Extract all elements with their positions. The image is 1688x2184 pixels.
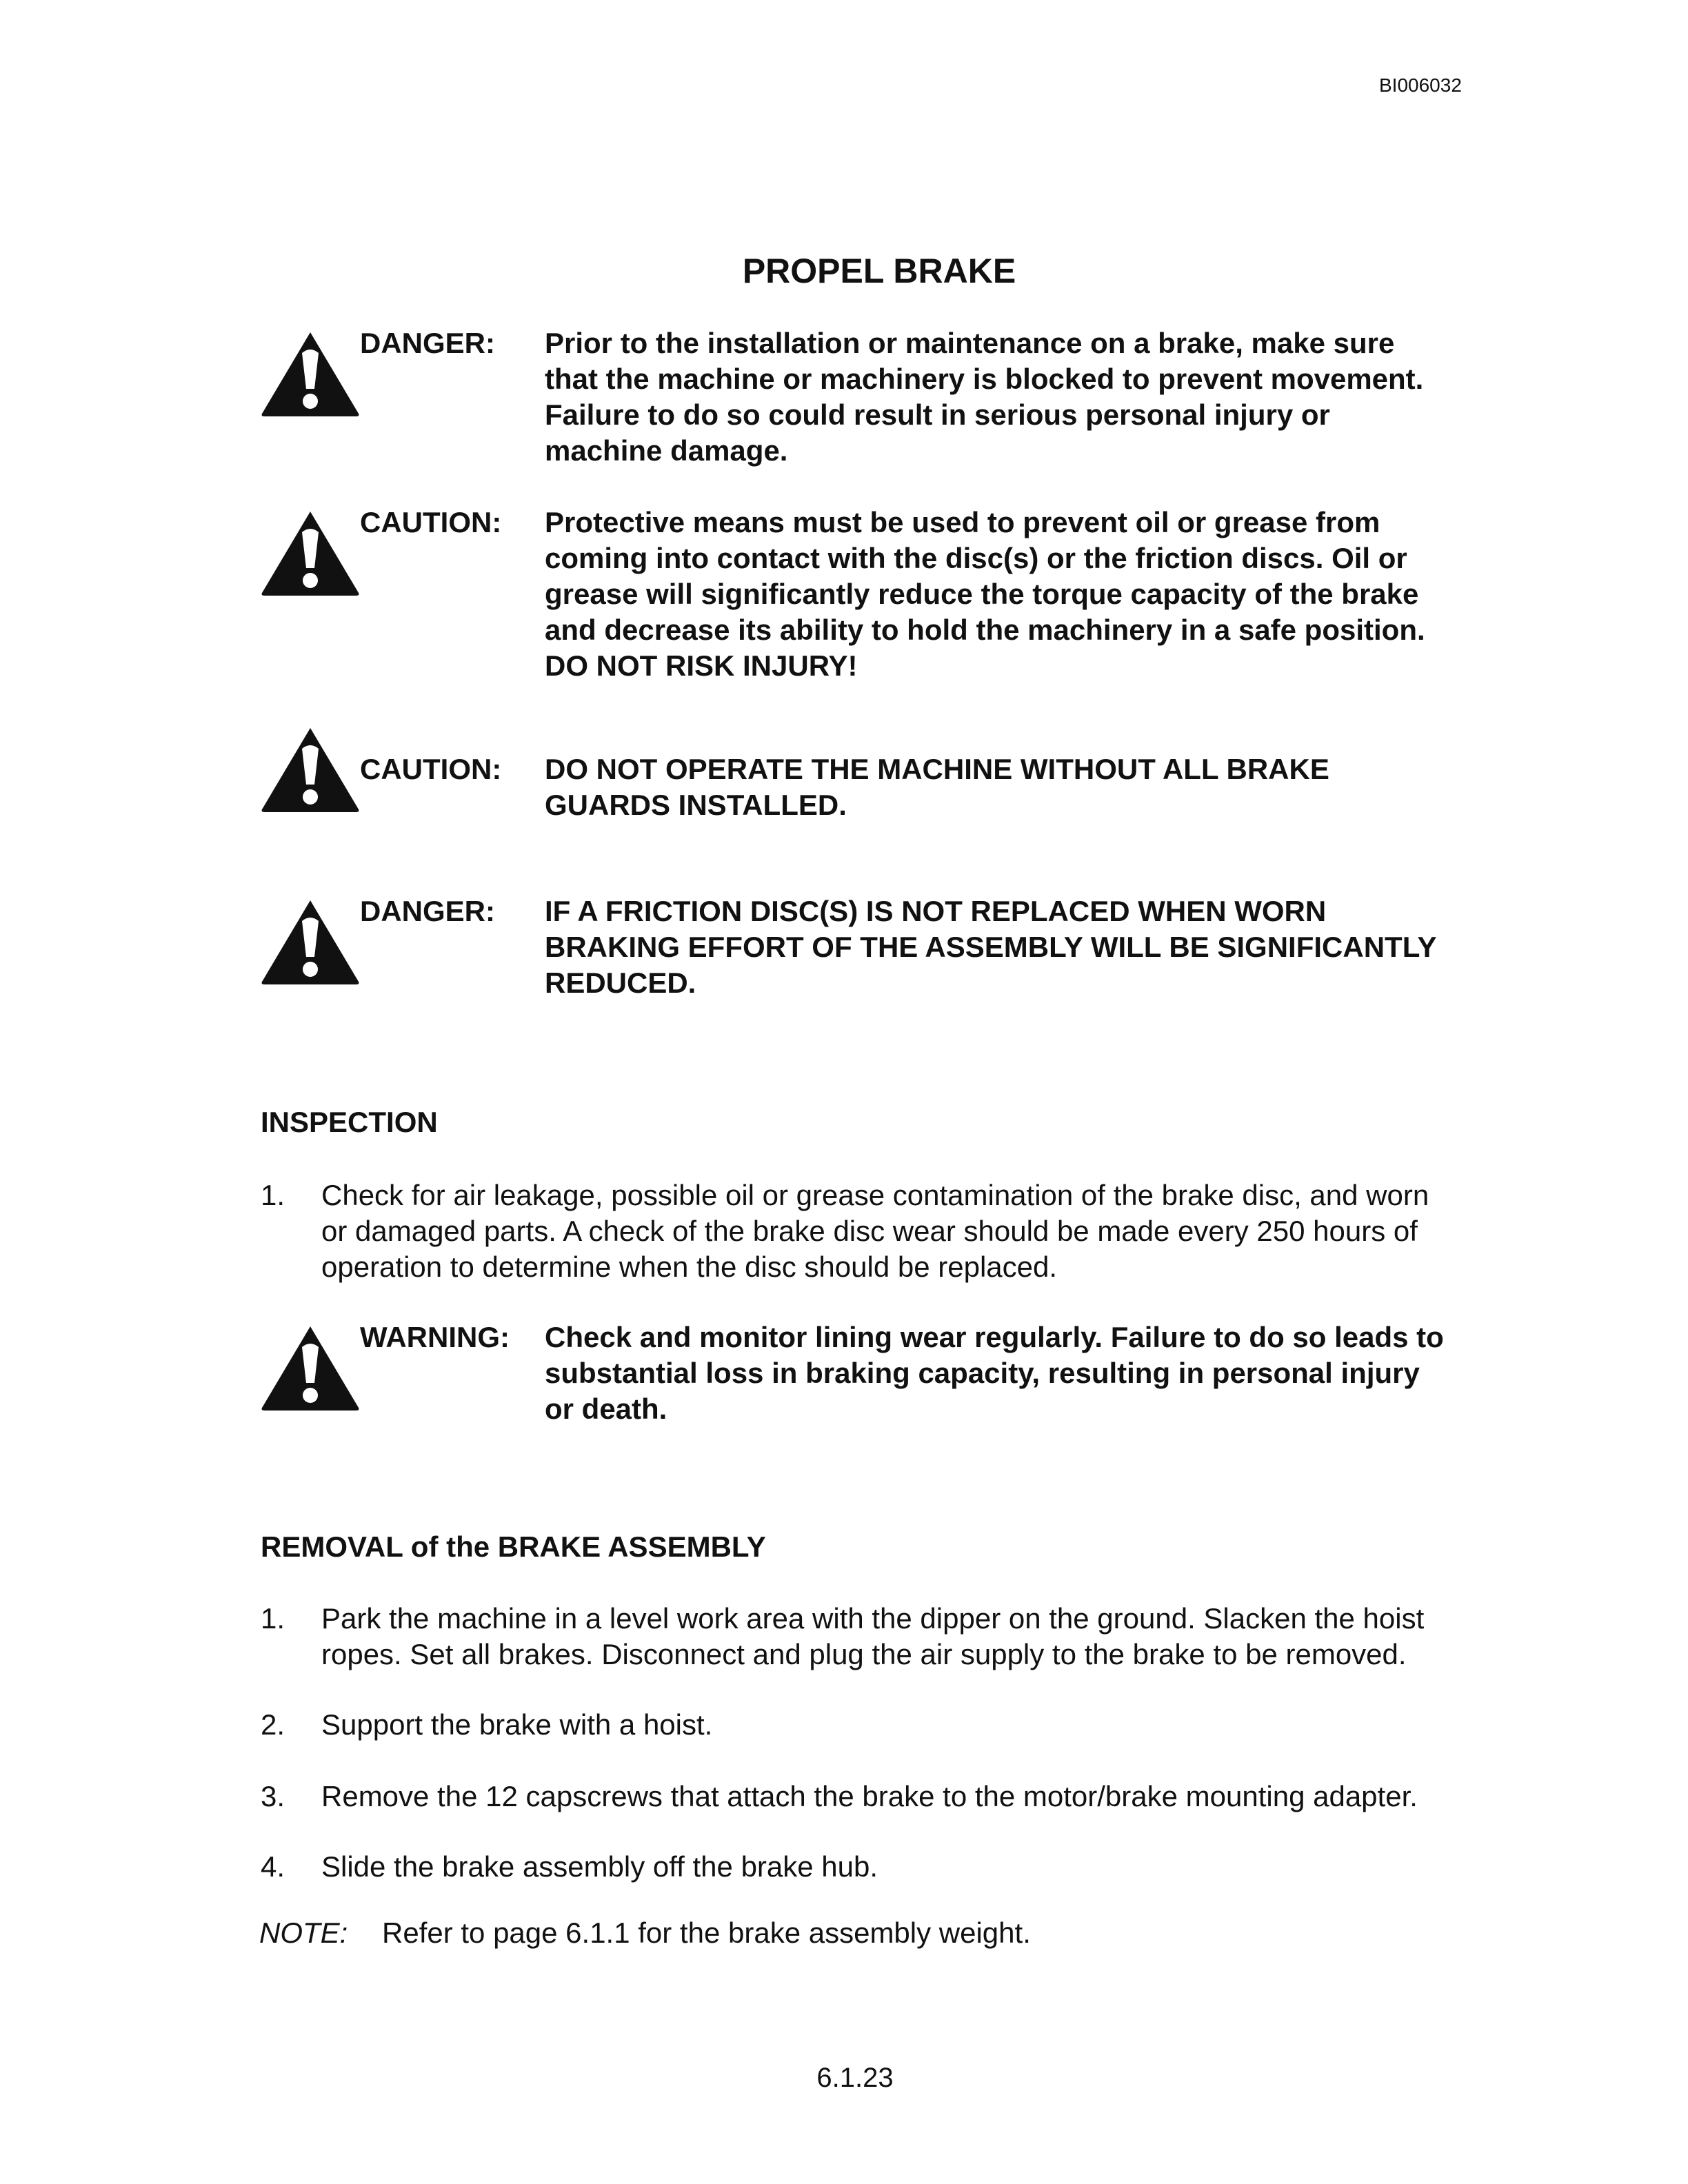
note-label: NOTE: bbox=[259, 1917, 348, 1949]
removal-heading: REMOVAL of the BRAKE ASSEMBLY bbox=[261, 1530, 766, 1563]
notice-label: DANGER: bbox=[360, 895, 495, 927]
notice-label: WARNING: bbox=[360, 1321, 510, 1353]
list-item-text: Remove the 12 capscrews that attach the brake to the motor/brake mounting adapter. bbox=[321, 1780, 1418, 1812]
list-item-number: 2. bbox=[261, 1708, 285, 1741]
list-item-text: Check for air leakage, possible oil or grease contamination of the brake disc, and worn or damaged parts. A check of the brake disc wear should be made every 250 hours of operation to determine when the disc should be replaced. bbox=[321, 1179, 1429, 1283]
list-item-number: 1. bbox=[261, 1179, 285, 1211]
page-title: PROPEL BRAKE bbox=[742, 252, 1016, 290]
document-id: BI006032 bbox=[1379, 74, 1462, 96]
list-item-text: Support the brake with a hoist. bbox=[321, 1708, 713, 1741]
list-item-text: Park the machine in a level work area with the dipper on the ground. Slacken the hoist ropes. Set all brakes. Disconnect and plug the air supply to the brake to be removed. bbox=[321, 1602, 1425, 1670]
warning-triangle-icon bbox=[259, 507, 361, 598]
note-text: Refer to page 6.1.1 for the brake assembly weight. bbox=[382, 1917, 1031, 1949]
notice-label: DANGER: bbox=[360, 327, 495, 359]
notice-label: CAUTION: bbox=[360, 506, 502, 538]
note bbox=[259, 1917, 1031, 1950]
warning-triangle-icon bbox=[259, 896, 361, 987]
warning-triangle-icon bbox=[259, 1322, 361, 1413]
list-item-text: Slide the brake assembly off the brake hub. bbox=[321, 1850, 878, 1883]
list-item-number: 4. bbox=[261, 1850, 285, 1883]
notice-label: CAUTION: bbox=[360, 753, 502, 785]
page-number: 6.1.23 bbox=[816, 2063, 894, 2093]
list-item-number: 3. bbox=[261, 1780, 285, 1812]
notice-text: IF A FRICTION DISC(S) IS NOT REPLACED WHEN WORN BRAKING EFFORT OF THE ASSEMBLY WILL BE SIGNIFICANTLY REDUCED. bbox=[545, 895, 1436, 999]
notice-text: Check and monitor lining wear regularly. Failure to do so leads to substantial loss in braking capacity, resulting in personal injury or death. bbox=[545, 1321, 1444, 1425]
warning-triangle-icon bbox=[259, 724, 361, 815]
notice-text: Prior to the installation or maintenance on a brake, make sure that the machine or machinery is blocked to prevent movement. Failure to do so could result in serious personal injury or machine damage. bbox=[545, 327, 1424, 467]
list-item-number: 1. bbox=[261, 1602, 285, 1635]
warning-triangle-icon bbox=[259, 328, 361, 419]
notice-text: Protective means must be used to prevent oil or grease from coming into contact with the disc(s) or the friction discs. Oil or grease will significantly reduce the torque capacity of the brake and decrease its ability to hold the machinery in a safe position. DO NOT RISK INJURY! bbox=[545, 506, 1425, 682]
notice-text: DO NOT OPERATE THE MACHINE WITHOUT ALL BRAKE GUARDS INSTALLED. bbox=[545, 753, 1329, 821]
inspection-heading: INSPECTION bbox=[261, 1106, 438, 1138]
